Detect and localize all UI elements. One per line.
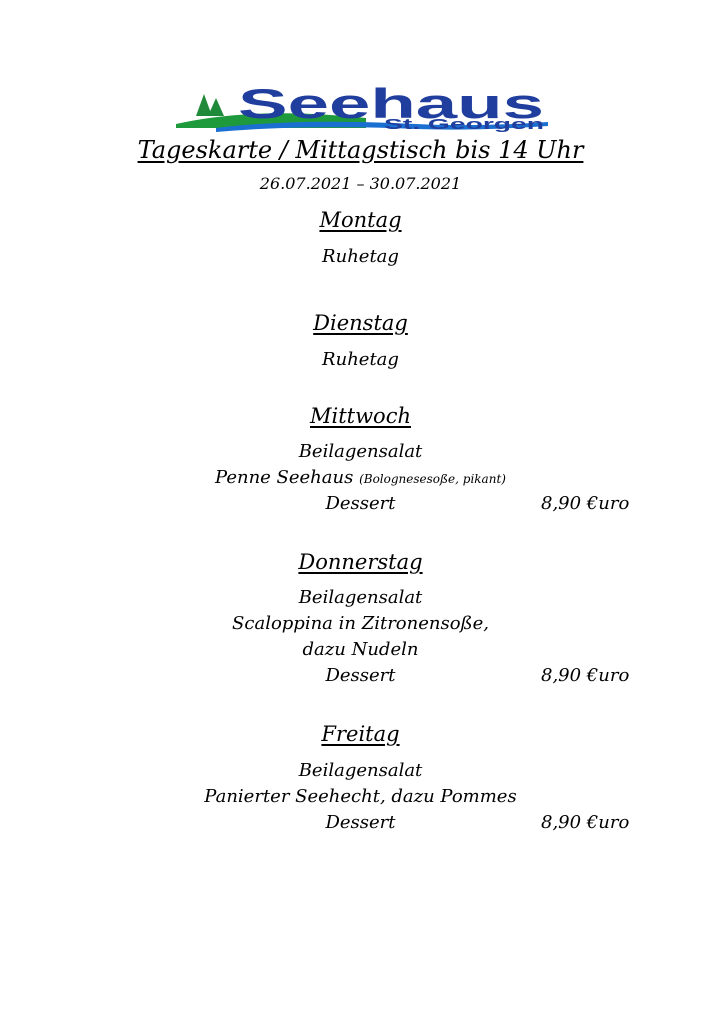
dessert-line: Dessert — [325, 493, 396, 514]
seehaus-logo — [176, 84, 548, 132]
day-heading-mittwoch: Mittwoch — [309, 404, 411, 428]
menu-line: Ruhetag — [322, 246, 399, 267]
dish-note: (Bolognesesoße, pikant) — [359, 472, 506, 486]
tree-icon — [208, 98, 224, 116]
menu-line: Beilagensalat — [298, 441, 423, 462]
date-range: 26.07.2021 – 30.07.2021 — [259, 174, 462, 193]
menu-line: Beilagensalat — [298, 760, 423, 781]
day-heading-dienstag: Dienstag — [313, 311, 408, 335]
dessert-line: Dessert — [325, 665, 396, 686]
day-heading-donnerstag: Donnerstag — [298, 550, 423, 574]
price: 8,90 €uro — [541, 812, 630, 833]
dish-name: Penne Seehaus — [215, 467, 354, 488]
menu-line — [0, 467, 721, 488]
menu-title: Tageskarte / Mittagstisch bis 14 Uhr — [137, 136, 584, 164]
price: 8,90 €uro — [541, 665, 630, 686]
price: 8,90 €uro — [541, 493, 630, 514]
day-heading-freitag: Freitag — [321, 722, 400, 746]
logo-text: Seehaus — [238, 84, 544, 127]
menu-line: Scaloppina in Zitronensoße, — [232, 613, 489, 634]
menu-line: Ruhetag — [322, 349, 399, 370]
menu-line: dazu Nudeln — [302, 639, 419, 660]
menu-line: Panierter Seehecht, dazu Pommes — [204, 786, 517, 807]
dessert-line: Dessert — [325, 812, 396, 833]
logo-subtext: St. Georgen — [384, 116, 544, 132]
day-heading-montag: Montag — [319, 208, 402, 232]
menu-line: Beilagensalat — [298, 587, 423, 608]
